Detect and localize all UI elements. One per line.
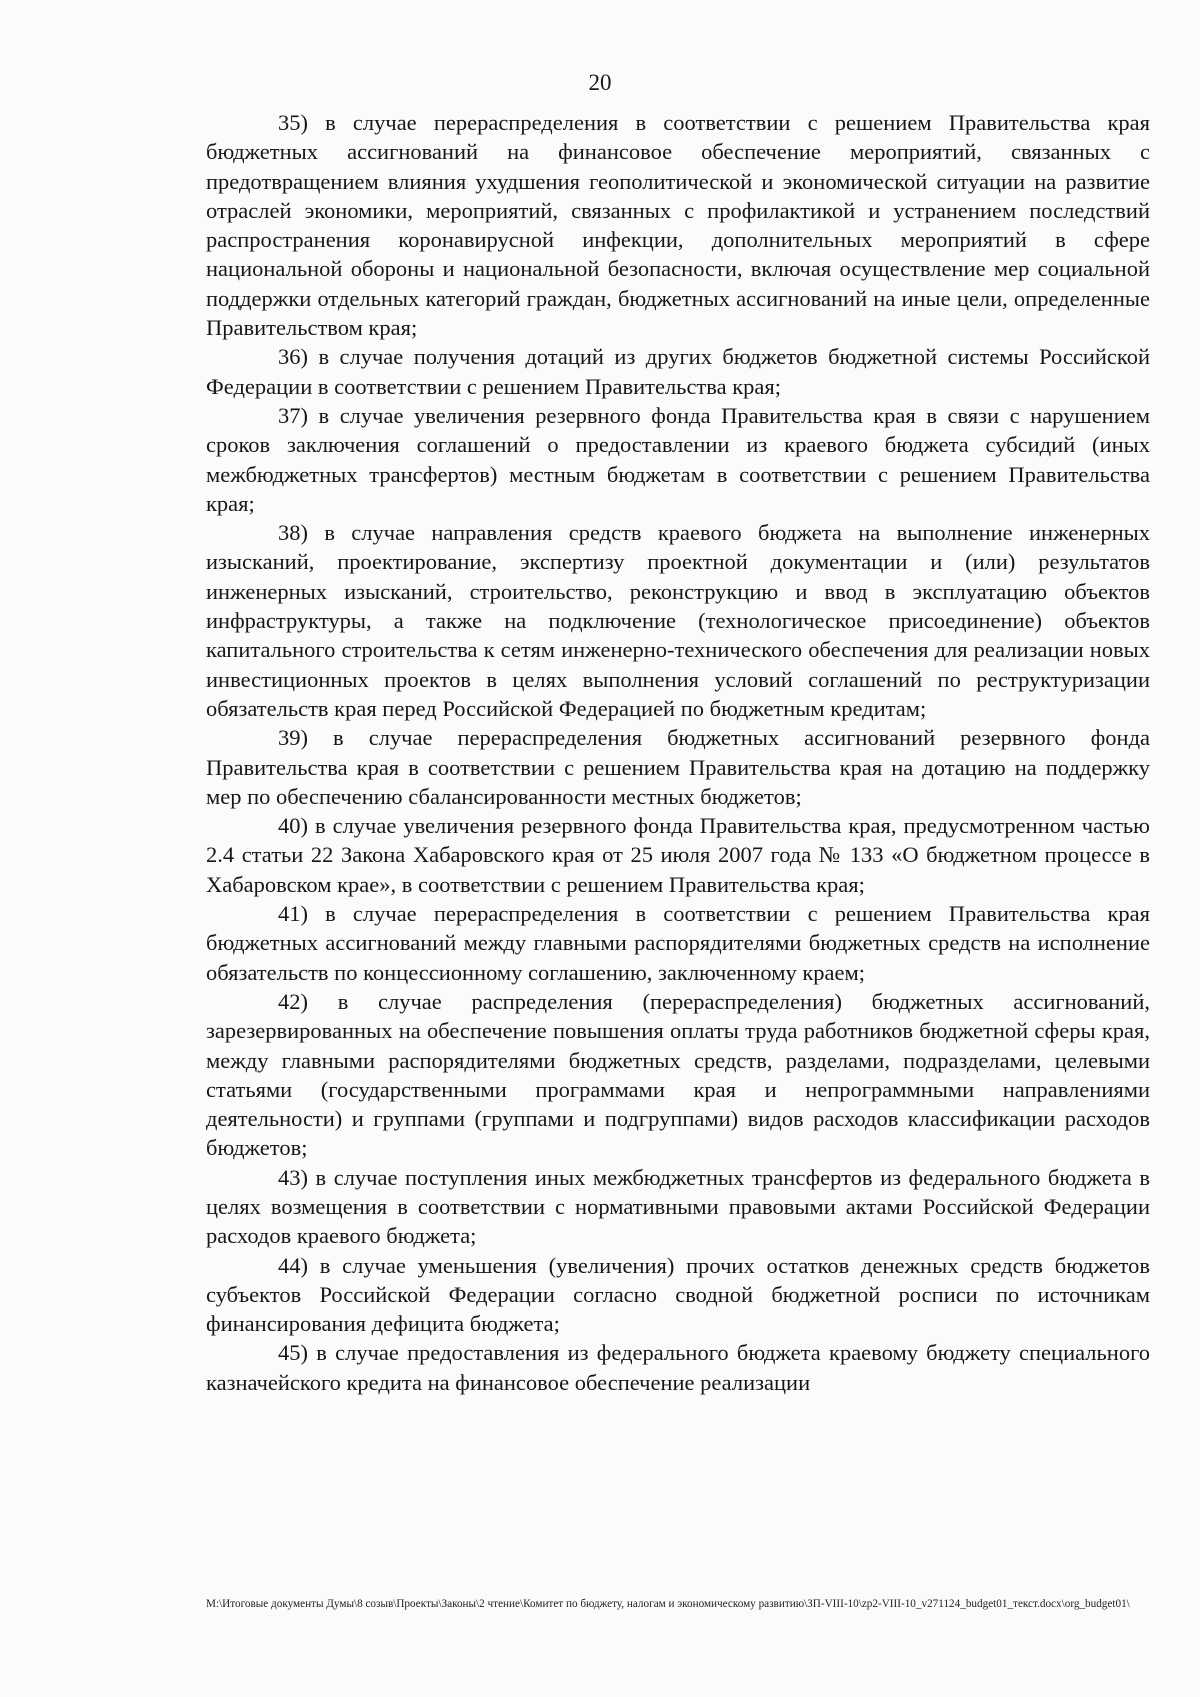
paragraph-35: 35) в случае перераспределения в соответствии с решением Правительства края бюджетных ассигнований на финансовое обеспечение мероприятий, связанных с предотвращением влияния ухудшения геополитической и экономической ситуации на развитие отраслей экономики, мероприятий, связанных с профилактикой и устранением последствий распространения коронавирусной инфекции, дополнительных мероприятий в сфере национальной обороны и национальной безопасности, включая осуществление мер социальной поддержки отдельных категорий граждан, бюджетных ассигнований на иные цели, определенные Правительством края; [206, 110, 1150, 341]
paragraph-41: 41) в случае перераспределения в соответствии с решением Правительства края бюджетных ассигнований между главными распорядителями бюджетных средств на исполнение обязательств по концессионному соглашению, заключенному краем; [206, 901, 1150, 985]
paragraph-44: 44) в случае уменьшения (увеличения) прочих остатков денежных средств бюджетов субъектов Российской Федерации согласно сводной бюджетной росписи по источникам финансирования дефицита бюджета; [206, 1252, 1150, 1337]
paragraph-37: 37) в случае увеличения резервного фонда Правительства края в связи с нарушением сроков заключения соглашений о предоставлении из краевого бюджета субсидий (иных межбюджетных трансфертов) местным бюджетам в соответствии с решением Правительства края; [206, 402, 1150, 516]
file-path-footer: М:\Итоговые документы Думы\8 созыв\Проекты\Законы\2 чтение\Комитет по бюджету, налогам и экономическому развитию\ЗП-VIII-10\zp2-VIII-10_v271124_budget01_текст.docx\org_budget01\ [206, 1598, 1130, 1610]
paragraph-43: 43) в случае поступления иных межбюджетных трансфертов из федерального бюджета в целях возмещения в соответствии с нормативными правовыми актами Российской Федерации расходов краевого бюджета; [206, 1164, 1150, 1249]
document-body [206, 108, 1150, 1397]
paragraph-36: 36) в случае получения дотаций из других бюджетов бюджетной системы Российской Федерации в соответствии с решением Правительства края; [206, 344, 1150, 399]
paragraph-40: 40) в случае увеличения резервного фонда Правительства края, предусмотренном частью 2.4 статьи 22 Закона Хабаровского края от 25 июля 2007 года № 133 «О бюджетном процессе в Хабаровском крае», в соответствии с решением Правительства края; [206, 813, 1150, 897]
paragraph-42: 42) в случае распределения (перераспределения) бюджетных ассигнований, зарезервированных на обеспечение повышения оплаты труда работников бюджетной сферы края, между главными распорядителями бюджетных средств, разделами, подразделами, целевыми статьями (государственными программами края и непрограммными направлениями деятельности) и группами (группами и подгруппами) видов расходов классификации расходов бюджетов; [206, 988, 1150, 1161]
paragraph-45: 45) в случае предоставления из федерального бюджета краевому бюджету специального казначейского кредита на финансовое обеспечение реализации [206, 1340, 1150, 1395]
paragraph-38: 38) в случае направления средств краевого бюджета на выполнение инженерных изысканий, проектирование, экспертизу проектной документации и (или) результатов инженерных изысканий, строительство, реконструкцию и ввод в эксплуатацию объектов инфраструктуры, а также на подключение (технологическое присоединение) объектов капитального строительства к сетям инженерно-технического обеспечения для реализации новых инвестиционных проектов в целях выполнения условий соглашений по реструктуризации обязательств края перед Российской Федерацией по бюджетным кредитам; [206, 520, 1150, 721]
page-number: 20 [588, 70, 612, 95]
paragraph-39: 39) в случае перераспределения бюджетных ассигнований резервного фонда Правительства края в соответствии с решением Правительства края на дотацию на поддержку мер по обеспечению сбалансированности местных бюджетов; [206, 725, 1150, 809]
